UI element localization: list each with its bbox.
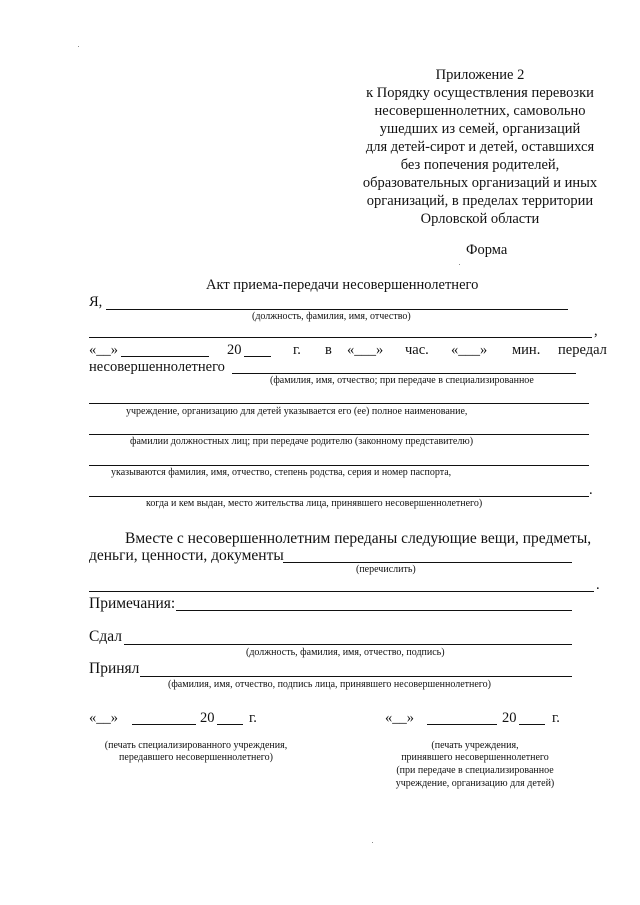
hour-label: час.: [405, 342, 429, 358]
recipient-field-1[interactable]: [89, 403, 589, 404]
year-suffix: г.: [293, 342, 301, 358]
recipient-field-3[interactable]: [89, 465, 589, 466]
header-line: несовершеннолетних, самовольно: [374, 103, 586, 119]
ya-label: Я,: [89, 294, 103, 310]
left-day-quote: «__»: [89, 710, 118, 726]
recipient-caption-1: учреждение, организацию для детей указывается его (ее) полное наименование,: [126, 406, 468, 417]
header-line: Орловской области: [420, 211, 540, 227]
header-line: к Порядку осуществления перевозки: [366, 85, 594, 101]
position-name-field-continued[interactable]: [89, 337, 592, 338]
right-year-prefix: 20: [502, 710, 517, 726]
left-year-field[interactable]: [217, 724, 243, 725]
scan-speck: [78, 46, 79, 47]
scan-speck: [459, 264, 460, 265]
recipient-caption-3: указываются фамилия, имя, отчество, степень родства, серия и номер паспорта,: [111, 467, 452, 478]
right-stamp-caption: (при передаче в специализированное: [396, 765, 554, 776]
items-caption: (перечислить): [356, 564, 416, 575]
header-line: Приложение 2: [435, 67, 525, 83]
handed-over-field[interactable]: [124, 644, 572, 645]
transferred-label: передал: [558, 342, 607, 358]
position-name-caption: (должность, фамилия, имя, отчество): [252, 311, 411, 322]
right-stamp-caption: принявшего несовершеннолетнего: [401, 752, 549, 763]
position-name-field[interactable]: [106, 309, 568, 310]
form-label: Форма: [466, 242, 508, 258]
recipient-field-4[interactable]: [89, 496, 589, 497]
right-year-field[interactable]: [519, 724, 545, 725]
left-month-field[interactable]: [132, 724, 196, 725]
right-stamp-caption: учреждение, организацию для детей): [395, 778, 555, 789]
at-label: в: [325, 342, 332, 358]
header-line: образовательных организаций и иных: [362, 175, 598, 191]
minor-label: несовершеннолетнего: [89, 359, 225, 375]
left-year-prefix: 20: [200, 710, 215, 726]
items-label: деньги, ценности, документы: [89, 547, 284, 564]
scan-speck: [372, 842, 373, 843]
year-field[interactable]: [244, 356, 271, 357]
right-month-field[interactable]: [427, 724, 497, 725]
document-title: Акт приема-передачи несовершеннолетнего: [206, 277, 479, 293]
minute-label: мин.: [512, 342, 541, 358]
header-line: без попечения родителей,: [400, 157, 560, 173]
notes-label: Примечания:: [89, 595, 176, 612]
right-stamp-caption: (печать учреждения,: [431, 740, 519, 751]
day-quote: «__»: [89, 342, 118, 358]
received-caption: (фамилия, имя, отчество, подпись лица, принявшего несовершеннолетнего): [168, 679, 491, 690]
items-field[interactable]: [283, 562, 572, 563]
minor-caption: (фамилия, имя, отчество; при передаче в специализированное: [270, 375, 534, 386]
right-day-quote: «__»: [385, 710, 414, 726]
header-line: организаций, в пределах территории: [366, 193, 594, 209]
year-prefix: 20: [227, 342, 242, 358]
right-year-suffix: г.: [552, 710, 560, 726]
recipient-caption-4: когда и кем выдан, место жительства лица, принявшего несовершеннолетнего): [146, 498, 483, 509]
comma: ,: [594, 323, 598, 339]
handed-over-label: Сдал: [89, 628, 122, 645]
items-period: .: [596, 577, 600, 593]
items-intro: Вместе с несовершеннолетним переданы следующие вещи, предметы,: [125, 530, 592, 547]
minute-field[interactable]: «___»: [451, 342, 488, 358]
recipient-caption-2: фамилии должностных лиц; при передаче родителю (законному представителю): [130, 436, 474, 447]
received-field[interactable]: [140, 676, 572, 677]
handed-over-caption: (должность, фамилия, имя, отчество, подпись): [246, 647, 445, 658]
hour-field[interactable]: «___»: [347, 342, 384, 358]
received-label: Принял: [89, 660, 140, 677]
left-year-suffix: г.: [249, 710, 257, 726]
header-line: для детей-сирот и детей, оставшихся: [365, 139, 595, 155]
recipient-field-2[interactable]: [89, 434, 589, 435]
items-field-continued[interactable]: [89, 591, 594, 592]
left-stamp-caption: передавшего несовершеннолетнего): [119, 752, 273, 763]
notes-field[interactable]: [176, 610, 572, 611]
period: .: [589, 482, 593, 498]
header-line: ушедших из семей, организаций: [379, 121, 581, 137]
minor-field[interactable]: [232, 373, 576, 374]
left-stamp-caption: (печать специализированного учреждения,: [104, 740, 288, 751]
month-field[interactable]: [121, 356, 209, 357]
